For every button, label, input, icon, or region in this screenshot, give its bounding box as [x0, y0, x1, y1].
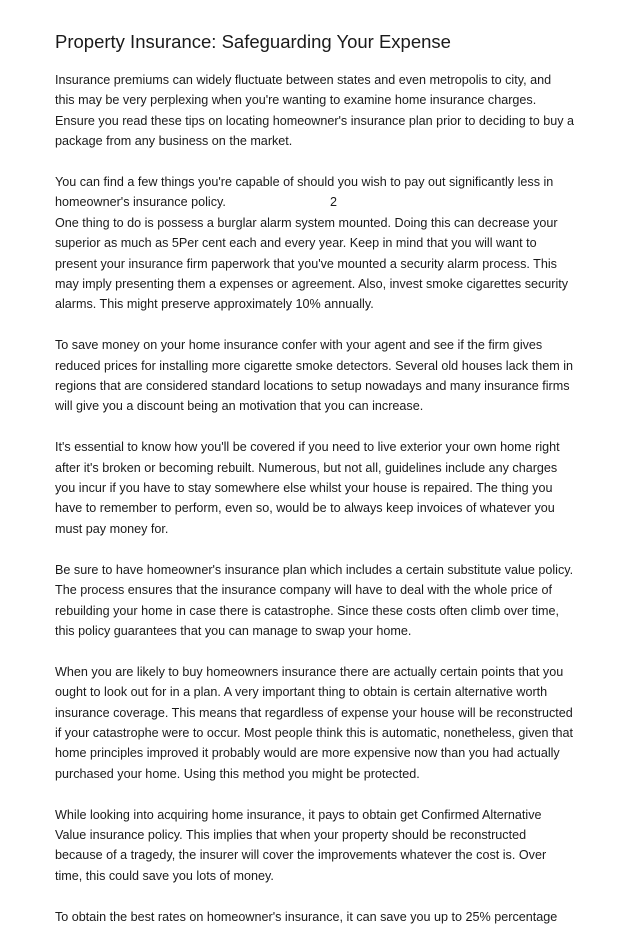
paragraph: [55, 662, 595, 784]
text-line: When you are likely to buy homeowners insurance there are actually certain points that you: [55, 664, 564, 679]
text-line: because of a tragedy, the insurer will cover the improvements whatever the cost is. Over: [55, 848, 547, 863]
text-line: after it's broken or becoming rebuilt. Numerous, but not all, guidelines include any charges: [55, 460, 558, 475]
text-line: rebuilding your home in case there is catastrophe. Since these costs often climb over time,: [55, 603, 560, 618]
text-line: have to remember to perform, even so, would be to always keep invoices of whatever you: [55, 501, 555, 516]
text-line: insurance coverage. This means that regardless of expense your house will be reconstructed: [55, 705, 573, 720]
text-line: The process ensures that the insurance company will have to deal with the whole price of: [55, 583, 553, 598]
text-line: present your insurance firm paperwork that you've mounted a security alarm process. This: [55, 256, 557, 271]
page-break-row: [55, 192, 595, 212]
paragraph: [55, 560, 595, 642]
text-line: Insurance premiums can widely fluctuate between states and even metropolis to city, and: [55, 73, 552, 87]
text-line: Be sure to have homeowner's insurance plan which includes a certain substitute value policy.: [55, 562, 574, 577]
paragraph: [55, 437, 595, 539]
page-title: Property Insurance: Safeguarding Your Expense: [55, 31, 451, 52]
text-line: home principles improved it probably would are more expensive now than you had actually: [55, 746, 560, 761]
page-number: 2: [330, 195, 338, 210]
text-line: will give you a discount being an motivation that you can increase.: [55, 399, 424, 414]
text-line: alarms. This might preserve approximately 10% annually.: [55, 297, 374, 312]
text-line: To obtain the best rates on homeowner's insurance, it can save you up to 25% percentage: [55, 909, 558, 924]
text-line: You can find a few things you're capable of should you wish to pay out significantly less in: [55, 175, 554, 190]
text-line: time, this could save you lots of money.: [55, 868, 274, 883]
text-line: Value insurance policy. This implies that when your property should be reconstructed: [55, 827, 527, 842]
paragraph: [55, 907, 595, 927]
text-line: ought to look out for in a plan. A very important thing to obtain is certain alternative worth: [55, 685, 548, 700]
text-line: purchased your home. Using this method you might be protected.: [55, 766, 420, 781]
text-line: regions that are considered standard locations to setup nowadays and many insurance firms: [55, 379, 570, 394]
text-line: you incur if you have to stay somewhere else whilst your house is repaired. The thing you: [55, 481, 553, 496]
text-line: if your catastrophe were to occur. Most people think this is automatic, nonetheless, given that: [55, 725, 574, 740]
text-line: superior as much as 5Per cent each and every year. Keep in mind that you will want to: [55, 236, 537, 251]
text-line: must pay money for.: [55, 521, 169, 536]
text-line: To save money on your home insurance confer with your agent and see if the firm gives: [55, 338, 543, 353]
text-line: this may be very perplexing when you're wanting to examine home insurance charges.: [55, 93, 537, 108]
text-line: It's essential to know how you'll be covered if you need to live exterior your own home right: [55, 440, 560, 455]
paragraph: [55, 70, 595, 152]
text-line: this policy guarantees that you can manage to swap your home.: [55, 623, 412, 638]
document-body: [55, 70, 595, 947]
text-line: While looking into acquiring home insurance, it pays to obtain get Confirmed Alternative: [55, 807, 542, 822]
paragraph: [55, 172, 595, 315]
text-line: homeowner's insurance policy.: [55, 195, 226, 210]
text-line: reduced prices for installing more cigarette smoke detectors. Several old houses lack them in: [55, 358, 573, 373]
text-line: may imply presenting them a expenses or agreement. Also, invest smoke cigarettes security: [55, 277, 569, 292]
paragraph: [55, 335, 595, 417]
text-line: One thing to do is possess a burglar alarm system mounted. Doing this can decrease your: [55, 215, 558, 230]
paragraph: [55, 805, 595, 887]
text-line: package from any business on the market.: [55, 134, 293, 149]
text-line: Ensure you read these tips on locating homeowner's insurance plan prior to deciding to buy a: [55, 113, 575, 128]
